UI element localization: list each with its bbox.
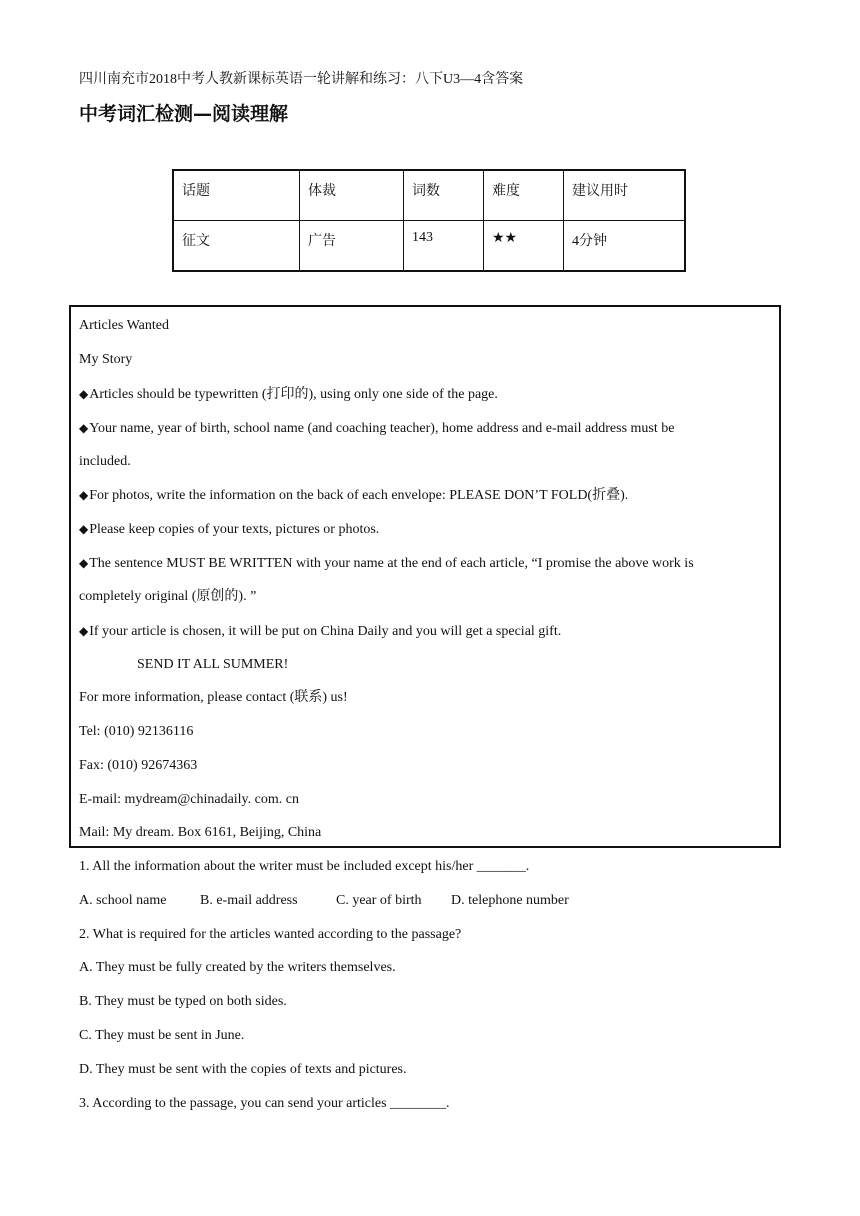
table-cell: 4分钟 <box>564 221 686 272</box>
table-header-cell: 话题 <box>173 170 300 221</box>
question-2-option-a: A. They must be fully created by the writers themselves. <box>79 960 396 975</box>
fax-line: Fax: (010) 92674363 <box>79 758 198 773</box>
rule-text-continued: included. <box>79 454 131 469</box>
rule-text: If your article is chosen, it will be put on China Daily and you will get a special gift. <box>89 624 562 639</box>
rule-text: For photos, write the information on the back of each envelope: PLEASE DON’T FOLD(折叠). <box>89 488 629 503</box>
table-header-cell: 词数 <box>404 170 484 221</box>
rule-item <box>79 385 498 404</box>
article-title: Articles Wanted <box>79 318 169 333</box>
question-2-option-d: D. They must be sent with the copies of texts and pictures. <box>79 1062 407 1077</box>
option-d: D. telephone number <box>451 893 569 908</box>
rule-text: Your name, year of birth, school name (and coaching teacher), home address and e-mail address must be <box>89 421 675 436</box>
table-cell: 143 <box>404 221 484 272</box>
rule-text: Articles should be typewritten (打印的), using only one side of the page. <box>89 387 498 402</box>
info-table <box>172 169 686 272</box>
question-2-option-c: C. They must be sent in June. <box>79 1028 245 1043</box>
table-row <box>173 221 685 272</box>
document-header: 四川南充市2018中考人教新课标英语一轮讲解和练习：八下U3—4含答案 <box>79 72 524 87</box>
rule-text-continued: completely original (原创的). ” <box>79 589 257 604</box>
table-cell: 广告 <box>300 221 404 272</box>
rule-item <box>79 554 694 573</box>
contact-line: For more information, please contact (联系) us! <box>79 690 348 705</box>
option-c: C. year of birth <box>336 893 422 908</box>
section-title: 中考词汇检测—阅读理解 <box>79 103 289 125</box>
tel-line: Tel: (010) 92136116 <box>79 724 194 739</box>
question-2: 2. What is required for the articles wanted according to the passage? <box>79 927 462 942</box>
article-box <box>69 305 781 848</box>
table-header-cell: 建议用时 <box>564 170 686 221</box>
rule-text: The sentence MUST BE WRITTEN with your name at the end of each article, “I promise the above work is <box>89 556 694 571</box>
question-2-option-b: B. They must be typed on both sides. <box>79 994 287 1009</box>
question-1: 1. All the information about the writer must be included except his/her _______. <box>79 859 530 874</box>
rule-item <box>79 419 674 438</box>
rule-item <box>79 622 561 641</box>
option-a: A. school name <box>79 893 167 908</box>
send-line: SEND IT ALL SUMMER! <box>137 657 289 672</box>
question-3: 3. According to the passage, you can send your articles ________. <box>79 1096 450 1111</box>
rule-item <box>79 520 379 539</box>
article-subtitle: My Story <box>79 352 133 367</box>
table-header-cell: 体裁 <box>300 170 404 221</box>
mail-line: Mail: My dream. Box 6161, Beijing, China <box>79 825 322 840</box>
rule-item <box>79 486 628 505</box>
option-b: B. e-mail address <box>200 893 298 908</box>
email-line: E-mail: mydream@chinadaily. com. cn <box>79 792 299 807</box>
question-1-options <box>79 892 569 910</box>
table-cell: 征文 <box>173 221 300 272</box>
rule-text: Please keep copies of your texts, pictures or photos. <box>89 522 380 537</box>
table-header-cell: 难度 <box>484 170 564 221</box>
table-cell: ★★ <box>484 221 564 272</box>
table-row <box>173 170 685 221</box>
